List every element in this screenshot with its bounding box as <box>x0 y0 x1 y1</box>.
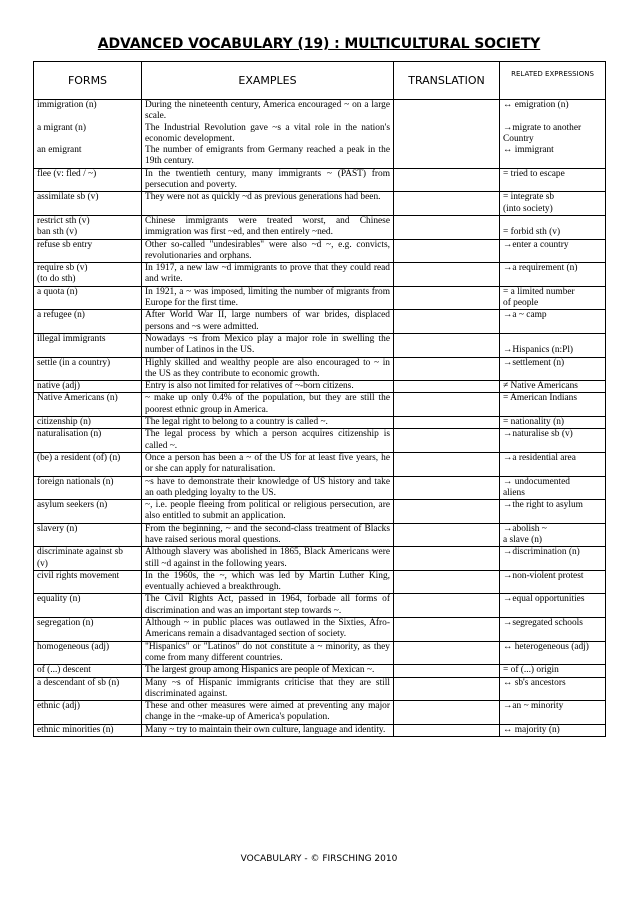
example-sentence-cell: Although ~ in public places was outlawed in the Sixties, Afro-Americans remain a disadvantaged section of society. <box>142 618 394 642</box>
vocab-form-cell: native (adj) <box>34 381 142 393</box>
table-row <box>34 192 606 216</box>
example-sentence-cell: ~s have to demonstrate their knowledge of US history and take an oath pledging loyalty to the US. <box>142 476 394 500</box>
related-expression-cell: →enter a country <box>500 239 606 263</box>
translation-cell <box>394 724 500 736</box>
related-expression-cell: → undocumented aliens <box>500 476 606 500</box>
table-row <box>34 677 606 701</box>
related-expression-cell: = of (...) origin <box>500 665 606 677</box>
example-sentence-cell: "Hispanics" or "Latinos" do not constitute a ~ minority, as they come from many different countries. <box>142 641 394 665</box>
vocab-form-cell: restrict sth (v) ban sth (v) <box>34 215 142 239</box>
related-expression-cell: = nationality (n) <box>500 417 606 429</box>
translation-cell <box>394 239 500 263</box>
example-sentence-cell: The largest group among Hispanics are people of Mexican ~. <box>142 665 394 677</box>
vocab-form-cell: a refugee (n) <box>34 310 142 334</box>
example-sentence-cell: Other so-called "undesirables" were also ~d ~, e.g. convicts, revolutionaries and orphans. <box>142 239 394 263</box>
related-expression-cell: →Hispanics (n:Pl) <box>500 333 606 357</box>
vocab-form-cell: ethnic minorities (n) <box>34 724 142 736</box>
translation-cell <box>394 701 500 725</box>
translation-cell <box>394 192 500 216</box>
vocab-form-cell: immigration (n) a migrant (n) an emigrant <box>34 100 142 169</box>
vocab-form-cell: slavery (n) <box>34 523 142 547</box>
table-row <box>34 417 606 429</box>
table-row <box>34 547 606 571</box>
example-sentence-cell: These and other measures were aimed at preventing any major change in the ~make-up of America's population. <box>142 701 394 725</box>
header-translation: TRANSLATION <box>394 62 500 100</box>
translation-cell <box>394 677 500 701</box>
related-expression-cell: ≠ Native Americans <box>500 381 606 393</box>
example-sentence-cell: In the 1960s, the ~, which was led by Martin Luther King, eventually achieved a breakthrough. <box>142 570 394 594</box>
vocab-form-cell: assimilate sb (v) <box>34 192 142 216</box>
related-expression-cell: ↔ heterogeneous (adj) <box>500 641 606 665</box>
table-row <box>34 429 606 453</box>
vocab-form-cell: discriminate against sb (v) <box>34 547 142 571</box>
example-sentence-cell: In 1921, a ~ was imposed, limiting the number of migrants from Europe for the first time. <box>142 286 394 310</box>
table-row <box>34 523 606 547</box>
vocab-form-cell: require sb (v) (to do sth) <box>34 263 142 287</box>
translation-cell <box>394 547 500 571</box>
related-expression-cell: ↔ majority (n) <box>500 724 606 736</box>
table-row <box>34 215 606 239</box>
table-row <box>34 724 606 736</box>
table-row <box>34 310 606 334</box>
vocab-form-cell: (be) a resident (of) (n) <box>34 452 142 476</box>
page-footer: VOCABULARY - © FIRSCHING 2010 <box>240 854 398 864</box>
table-row <box>34 263 606 287</box>
table-row <box>34 286 606 310</box>
related-expression-cell: →non-violent protest <box>500 570 606 594</box>
translation-cell <box>394 429 500 453</box>
example-sentence-cell: The legal process by which a person acquires citizenship is called ~. <box>142 429 394 453</box>
vocab-form-cell: naturalisation (n) <box>34 429 142 453</box>
example-sentence-cell: ~, i.e. people fleeing from political or religious persecution, are also entitled to submit an application. <box>142 500 394 524</box>
table-row <box>34 570 606 594</box>
vocab-form-cell: civil rights movement <box>34 570 142 594</box>
table-row <box>34 381 606 393</box>
example-sentence-cell: Highly skilled and wealthy people are also encouraged to ~ in the US as they contribute to economic growth. <box>142 357 394 381</box>
related-expression-cell: →segregated schools <box>500 618 606 642</box>
example-sentence-cell: Entry is also not limited for relatives of ~-born citizens. <box>142 381 394 393</box>
related-expression-cell: ↔ emigration (n) →migrate to another Country ↔ immigrant <box>500 100 606 169</box>
vocab-form-cell: a quota (n) <box>34 286 142 310</box>
table-row <box>34 168 606 192</box>
table-row <box>34 618 606 642</box>
vocab-form-cell: refuse sb entry <box>34 239 142 263</box>
example-sentence-cell: Many ~s of Hispanic immigrants criticise that they are still discriminated against. <box>142 677 394 701</box>
table-row <box>34 452 606 476</box>
table-header-row <box>34 62 606 100</box>
vocab-form-cell: equality (n) <box>34 594 142 618</box>
translation-cell <box>394 381 500 393</box>
translation-cell <box>394 618 500 642</box>
translation-cell <box>394 357 500 381</box>
example-sentence-cell: Many ~ try to maintain their own culture, language and identity. <box>142 724 394 736</box>
table-body <box>34 100 606 737</box>
vocab-form-cell: foreign nationals (n) <box>34 476 142 500</box>
translation-cell <box>394 641 500 665</box>
example-sentence-cell: In the twentieth century, many immigrants ~ (PAST) from persecution and poverty. <box>142 168 394 192</box>
example-sentence-cell: From the beginning, ~ and the second-class treatment of Blacks have raised serious moral questions. <box>142 523 394 547</box>
table-row <box>34 641 606 665</box>
vocab-form-cell: flee (v: fled / ~) <box>34 168 142 192</box>
related-expression-cell: →discrimination (n) <box>500 547 606 571</box>
table-row <box>34 701 606 725</box>
vocab-form-cell: of (...) descent <box>34 665 142 677</box>
related-expression-cell: →settlement (n) <box>500 357 606 381</box>
translation-cell <box>394 594 500 618</box>
vocab-form-cell: ethnic (adj) <box>34 701 142 725</box>
translation-cell <box>394 310 500 334</box>
vocab-form-cell: asylum seekers (n) <box>34 500 142 524</box>
related-expression-cell: →abolish ~ a slave (n) <box>500 523 606 547</box>
example-sentence-cell: Once a person has been a ~ of the US for at least five years, he or she can apply for naturalisation. <box>142 452 394 476</box>
table-row <box>34 476 606 500</box>
translation-cell <box>394 452 500 476</box>
example-sentence-cell: The Civil Rights Act, passed in 1964, forbade all forms of discrimination and was an important step towards ~. <box>142 594 394 618</box>
related-expression-cell: →a ~ camp <box>500 310 606 334</box>
translation-cell <box>394 100 500 169</box>
example-sentence-cell: They were not as quickly ~d as previous generations had been. <box>142 192 394 216</box>
table-row <box>34 333 606 357</box>
related-expression-cell: = forbid sth (v) <box>500 215 606 239</box>
vocabulary-table <box>33 61 606 737</box>
example-sentence-cell: Chinese immigrants were treated worst, and Chinese immigration was first ~ed, and then entirely ~ned. <box>142 215 394 239</box>
example-sentence-cell: The legal right to belong to a country is called ~. <box>142 417 394 429</box>
translation-cell <box>394 665 500 677</box>
table-row <box>34 239 606 263</box>
translation-cell <box>394 500 500 524</box>
table-row <box>34 665 606 677</box>
header-examples: EXAMPLES <box>142 62 394 100</box>
example-sentence-cell: During the nineteenth century, America encouraged ~ on a large scale. The Industrial Revolution gave ~s a vital role in the nation's economic development. The number of emigrants from Germany reached a peak in the 19th century. <box>142 100 394 169</box>
related-expression-cell: = integrate sb (into society) <box>500 192 606 216</box>
table-row <box>34 100 606 169</box>
related-expression-cell: = a limited number of people <box>500 286 606 310</box>
translation-cell <box>394 570 500 594</box>
translation-cell <box>394 417 500 429</box>
vocab-form-cell: citizenship (n) <box>34 417 142 429</box>
related-expression-cell: →an ~ minority <box>500 701 606 725</box>
vocab-form-cell: a descendant of sb (n) <box>34 677 142 701</box>
page-title: ADVANCED VOCABULARY (19) : MULTICULTURAL SOCIETY <box>97 36 541 52</box>
table-row <box>34 393 606 417</box>
vocab-form-cell: illegal immigrants <box>34 333 142 357</box>
translation-cell <box>394 476 500 500</box>
related-expression-cell: →naturalise sb (v) <box>500 429 606 453</box>
related-expression-cell: →a residential area <box>500 452 606 476</box>
translation-cell <box>394 286 500 310</box>
related-expression-cell: →the right to asylum <box>500 500 606 524</box>
related-expression-cell: = tried to escape <box>500 168 606 192</box>
vocab-form-cell: settle (in a country) <box>34 357 142 381</box>
header-forms: FORMS <box>34 62 142 100</box>
table-row <box>34 500 606 524</box>
header-related-expressions: RELATED EXPRESSIONS <box>500 62 606 100</box>
translation-cell <box>394 523 500 547</box>
table-row <box>34 357 606 381</box>
related-expression-cell: →equal opportunities <box>500 594 606 618</box>
related-expression-cell: = American Indians <box>500 393 606 417</box>
translation-cell <box>394 393 500 417</box>
translation-cell <box>394 215 500 239</box>
vocab-form-cell: homogeneous (adj) <box>34 641 142 665</box>
translation-cell <box>394 333 500 357</box>
example-sentence-cell: ~ make up only 0.4% of the population, but they are still the poorest ethnic group in America. <box>142 393 394 417</box>
example-sentence-cell: After World War II, large numbers of war brides, displaced persons and ~s were admitted. <box>142 310 394 334</box>
related-expression-cell: →a requirement (n) <box>500 263 606 287</box>
example-sentence-cell: Nowadays ~s from Mexico play a major role in swelling the number of Latinos in the US. <box>142 333 394 357</box>
example-sentence-cell: In 1917, a new law ~d immigrants to prove that they could read and write. <box>142 263 394 287</box>
related-expression-cell: ↔ sb's ancestors <box>500 677 606 701</box>
example-sentence-cell: Although slavery was abolished in 1865, Black Americans were still ~d against in the following years. <box>142 547 394 571</box>
vocab-form-cell: segregation (n) <box>34 618 142 642</box>
translation-cell <box>394 168 500 192</box>
translation-cell <box>394 263 500 287</box>
table-row <box>34 594 606 618</box>
vocab-form-cell: Native Americans (n) <box>34 393 142 417</box>
